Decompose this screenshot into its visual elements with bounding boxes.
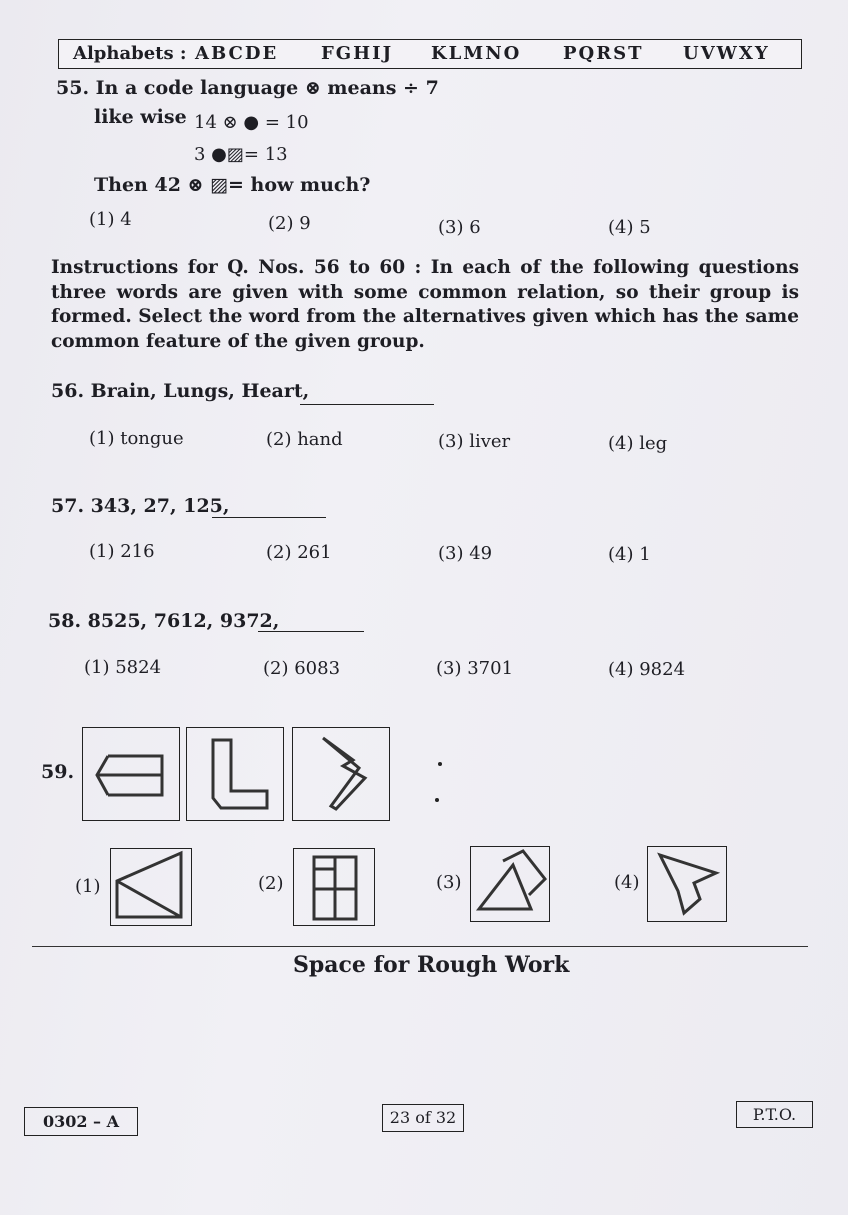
q55-example-2: 3 ●▨= 13 — [194, 144, 288, 165]
l-shape-figure — [187, 728, 283, 820]
q59-option-2-figure[interactable] — [293, 848, 375, 926]
open-box-figure — [83, 728, 179, 820]
q59-option-4-figure[interactable] — [647, 846, 727, 922]
arrow-cursor-figure — [648, 847, 726, 921]
q58-option-4[interactable]: (4) 9824 — [608, 659, 686, 680]
q58-option-1[interactable]: (1) 5824 — [84, 657, 162, 678]
q59-figure-1 — [82, 727, 180, 821]
instructions-56-60: Instructions for Q. Nos. 56 to 60 : In each of the following questions three words are given with some common relation, so their group is formed. Select the word from the alternatives given which has the same common feature of the given group. — [51, 257, 799, 352]
q59-option-1-label[interactable]: (1) — [75, 876, 101, 897]
alphabet-group-2: FGHIJ — [321, 43, 394, 64]
q57-option-4[interactable]: (4) 1 — [608, 544, 651, 565]
q59-option-1-figure[interactable] — [110, 848, 192, 926]
q56-stem: 56. Brain, Lungs, Heart, — [51, 380, 310, 402]
q56-option-1[interactable]: (1) tongue — [89, 428, 184, 449]
q55-stem: 55. In a code language ⊗ means ÷ 7 — [56, 77, 439, 99]
q57-option-3[interactable]: (3) 49 — [438, 543, 493, 564]
divider-line — [32, 946, 808, 947]
q57-option-2[interactable]: (2) 261 — [266, 542, 332, 563]
q59-option-3-figure[interactable] — [470, 846, 550, 922]
rough-work-heading: Space for Rough Work — [293, 952, 570, 978]
alphabet-header — [58, 39, 802, 69]
q56-option-4[interactable]: (4) leg — [608, 433, 668, 454]
alphabet-label: Alphabets : — [73, 43, 187, 64]
q56-blank — [300, 404, 434, 405]
q58-stem: 58. 8525, 7612, 9372, — [48, 610, 280, 632]
q59-number: 59. — [41, 761, 75, 783]
missing-figure-dots — [432, 752, 446, 812]
alphabet-group-3: KLMNO — [431, 43, 522, 64]
triangle-square-figure — [111, 849, 191, 925]
q58-blank — [258, 631, 364, 632]
q55-option-2[interactable]: (2) 9 — [268, 213, 311, 234]
q55-example-1: 14 ⊗ ● = 10 — [194, 112, 309, 133]
triangle-over-square-figure — [471, 847, 549, 921]
page-number: 23 of 32 — [382, 1104, 464, 1132]
q57-option-1[interactable]: (1) 216 — [89, 541, 155, 562]
q59-option-4-label[interactable]: (4) — [614, 872, 640, 893]
q57-blank — [212, 517, 326, 518]
paper-code: 0302 – A — [24, 1107, 138, 1136]
q59-option-2-label[interactable]: (2) — [258, 873, 284, 894]
q56-option-2[interactable]: (2) hand — [266, 429, 343, 450]
alphabet-group-5: UVWXY — [683, 43, 770, 64]
q55-option-1[interactable]: (1) 4 — [89, 209, 132, 230]
divided-box-figure — [294, 849, 374, 925]
q56-option-3[interactable]: (3) liver — [438, 431, 511, 452]
pto-label: P.T.O. — [736, 1101, 813, 1128]
q58-option-2[interactable]: (2) 6083 — [263, 658, 341, 679]
q59-figure-2 — [186, 727, 284, 821]
zigzag-arrow-figure — [293, 728, 389, 820]
alphabet-group-4: PQRST — [563, 43, 644, 64]
q55-option-4[interactable]: (4) 5 — [608, 217, 651, 238]
q55-question: Then 42 ⊗ ▨= how much? — [94, 174, 371, 196]
q55-option-3[interactable]: (3) 6 — [438, 217, 481, 238]
alphabet-group-1: ABCDE — [195, 43, 279, 64]
q57-stem: 57. 343, 27, 125, — [51, 495, 230, 517]
q55-likewise: like wise — [94, 106, 187, 128]
q59-option-3-label[interactable]: (3) — [436, 872, 462, 893]
q59-figure-3 — [292, 727, 390, 821]
q58-option-3[interactable]: (3) 3701 — [436, 658, 514, 679]
